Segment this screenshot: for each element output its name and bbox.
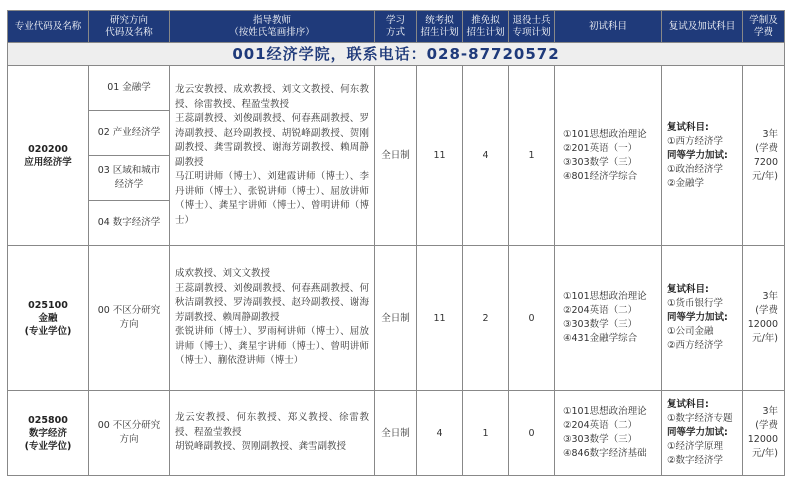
extra-label: 同等学力加试: [667,312,728,323]
plan-cell: 11 [417,66,463,246]
retest-subject: ①数字经济专题 [667,413,733,424]
exempt-cell: 4 [463,66,509,246]
major-degree: (专业学位) [24,440,72,452]
veteran-cell: 1 [509,66,555,246]
header-fee [743,11,785,43]
major-cell [8,66,89,246]
fee-cell: 3年 (学费 12000 元/年) [743,246,785,391]
teacher-group: 龙云安教授、成欢教授、刘文文教授、何东教授、徐雷教授、程盈莹教授 [175,84,369,110]
direction-cell: 01 金融学 [89,66,170,111]
plan-cell: 4 [417,391,463,476]
retest-label: 复试科目: [667,399,709,410]
major-code: 025100 [28,299,68,311]
teachers-cell [170,391,375,476]
header-direction: 研究方向 代码及名称 [89,11,170,43]
teachers-cell [170,246,375,391]
header-major: 专业代码及名称 [8,11,89,43]
exam-subject: ①101思想政治理论 [563,128,647,140]
mode-cell: 全日制 [375,391,417,476]
header-plan: 统考拟 招生计划 [417,11,463,43]
retest-label: 复试科目: [667,121,709,133]
admissions-table [7,10,785,476]
header-fee-label: 学制及学费 [749,14,778,38]
retest-subject: ①货币银行学 [667,298,724,309]
exempt-cell: 2 [463,246,509,391]
veteran-cell: 0 [509,246,555,391]
major-cell [8,246,89,391]
header-veteran: 退役士兵 专项计划 [509,11,555,43]
direction-cell: 04 数字经济学 [89,201,170,246]
major-code: 025800 [28,414,68,426]
exam-subjects-cell [555,391,662,476]
teacher-group: 王蕊副教授、刘俊副教授、何春燕副教授、罗涛副教授、赵玲副教授、胡锐峰副教授、贺刚副教授、龚雪副教授、谢海芳副教授、赖周静副教授 [175,113,369,168]
table-row [8,246,785,391]
retest-label: 复试科目: [667,284,709,295]
direction-cell: 00 不区分研究方向 [89,246,170,391]
college-title: 001经济学院，联系电话：028-87720572 [8,43,785,66]
major-degree: (专业学位) [24,325,72,337]
extra-subject: ②西方经济学 [667,340,724,351]
mode-cell: 全日制 [375,246,417,391]
exam-subjects-cell [555,66,662,246]
header-mode-label: 学习方式 [385,14,405,38]
extra-subject: ②数字经济学 [667,455,724,466]
teacher-group: 张锐讲师（博士）、罗雨柯讲师（博士）、屈放讲师（博士）、龚星宇讲师（博士）、曾明讲师（博士）、蒯依澄讲师（博士） [175,326,369,367]
exam-subject: ④801经济学综合 [563,170,638,182]
table-row [8,66,785,111]
exam-subject: ④431金融学综合 [563,333,638,344]
fee-cell: 3年 (学费 7200 元/年) [743,66,785,246]
veteran-cell: 0 [509,391,555,476]
teacher-group: 王蕊副教授、刘俊副教授、何春燕副教授、何秋洁副教授、罗涛副教授、赵玲副教授、谢海芳副教授、赖周静副教授 [175,282,369,323]
exam-subject: ③303数学（三） [563,319,638,330]
exam-subjects-cell [555,246,662,391]
fee-cell: 3年 (学费 12000 元/年) [743,391,785,476]
extra-subject: ①政治经济学 [667,163,724,175]
extra-label: 同等学力加试: [667,427,728,438]
direction-cell: 02 产业经济学 [89,111,170,156]
header-exempt: 推免拟 招生计划 [463,11,509,43]
teacher-group: 成欢教授、刘文文教授 [175,268,271,280]
retest-subject: ①西方经济学 [667,135,724,147]
header-mode [375,11,417,43]
exam-subject: ④846数字经济基础 [563,448,647,459]
exam-subject: ①101思想政治理论 [563,406,647,417]
teacher-group: 马江明讲师（博士）、刘建霞讲师（博士）、李丹讲师（博士）、张锐讲师（博士）、屈放讲师（博士）、龚星宇讲师（博士）、曾明讲师（博士） [175,171,369,226]
teacher-group: 胡锐峰副教授、贺刚副教授、龚雪副教授 [175,441,347,453]
exempt-cell: 1 [463,391,509,476]
header-exams: 初试科目 [555,11,662,43]
exam-subject: ①101思想政治理论 [563,291,647,302]
plan-cell: 11 [417,246,463,391]
exam-subject: ③303数学（三） [563,156,638,168]
major-name: 金融 [38,312,58,324]
table-row [8,391,785,476]
teachers-cell [170,66,375,246]
major-name: 应用经济学 [24,156,72,168]
retest-cell [662,66,743,246]
exam-subject: ②201英语（一） [563,142,638,154]
major-cell [8,391,89,476]
teacher-group: 龙云安教授、何东教授、郑义教授、徐雷教授、程盈莹教授 [175,412,369,438]
header-retest: 复试及加试科目 [662,11,743,43]
college-title-row [8,43,785,66]
mode-cell: 全日制 [375,66,417,246]
major-name: 数字经济 [28,427,67,439]
extra-subject: ②金融学 [667,177,705,189]
extra-subject: ①经济学原理 [667,441,724,452]
exam-subject: ②204英语（二） [563,305,638,316]
direction-cell: 00 不区分研究方向 [89,391,170,476]
exam-subject: ②204英语（二） [563,420,638,431]
header-teachers: 指导教师 （按姓氏笔画排序） [170,11,375,43]
retest-cell [662,246,743,391]
extra-label: 同等学力加试: [667,149,728,161]
exam-subject: ③303数学（三） [563,434,638,445]
direction-cell: 03 区域和城市经济学 [89,156,170,201]
retest-cell [662,391,743,476]
major-code: 020200 [28,143,68,155]
extra-subject: ①公司金融 [667,326,714,337]
header-row [8,11,785,43]
